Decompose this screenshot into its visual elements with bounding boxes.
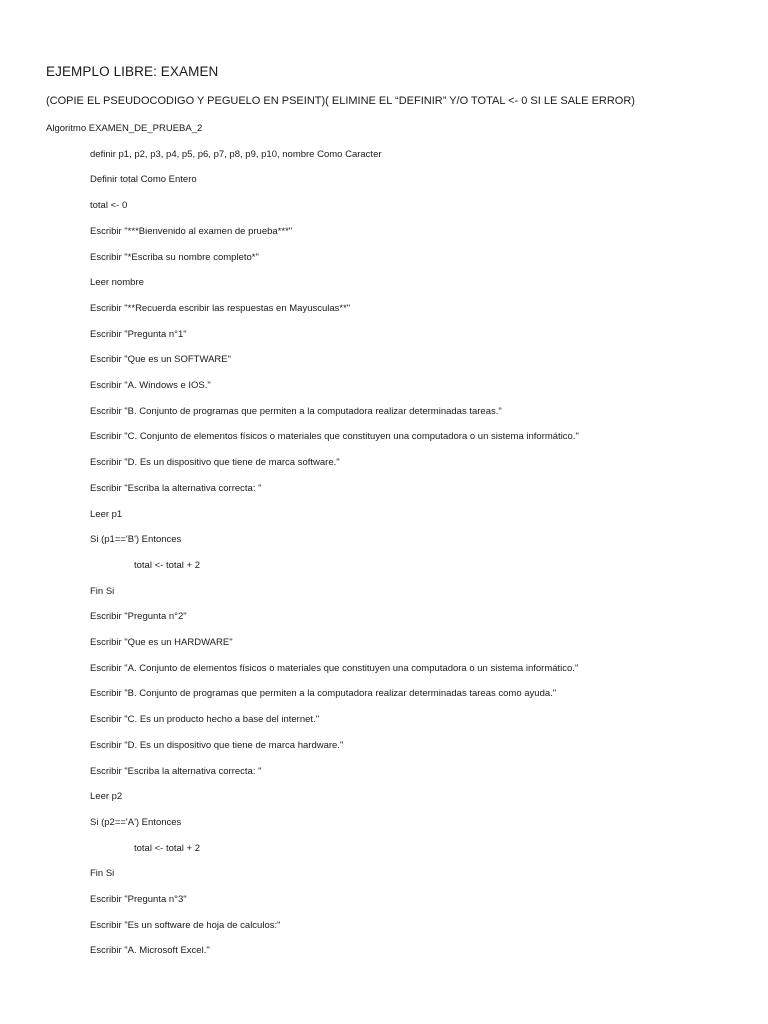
code-line: Escribir "D. Es un dispositivo que tiene de marca hardware." (90, 739, 344, 751)
code-line: Escribir "Pregunta n°1" (90, 328, 187, 340)
code-line: Fin Si (90, 868, 115, 880)
code-line: Escribir "A. Microsoft Excel." (90, 945, 210, 957)
code-line: Escribir "Es un software de hoja de calculos:" (90, 919, 281, 931)
document-title: EJEMPLO LIBRE: EXAMEN (46, 64, 219, 79)
code-line: Escribir "A. Windows e IOS." (90, 380, 211, 391)
code-line: Escribir "B. Conjunto de programas que permiten a la computadora realizar determinadas tareas como ayuda." (90, 688, 557, 700)
code-line: Escribir "C. Conjunto de elementos físicos o materiales que constituyen una computadora o un sistema informático." (90, 431, 579, 443)
code-line: Definir total Como Entero (90, 174, 197, 186)
code-line: Leer p2 (90, 791, 123, 803)
code-line: Escribir "Pregunta n°2" (90, 611, 187, 623)
code-line: Leer p1 (90, 508, 123, 520)
code-line: Escribir "B. Conjunto de programas que permiten a la computadora realizar determinadas tareas." (90, 405, 502, 417)
code-line: total <- total + 2 (134, 842, 201, 854)
code-line: total <- total + 2 (134, 559, 201, 571)
code-line: Escribir "*Escriba su nombre completo*" (90, 251, 259, 263)
code-line: Escribir "C. Es un producto hecho a base del internet." (90, 714, 320, 726)
code-line: Escribir "**Recuerda escribir las respuestas en Mayusculas**" (90, 302, 351, 314)
code-line: Si (p2=='A') Entonces (90, 816, 182, 828)
code-line: Algoritmo EXAMEN_DE_PRUEBA_2 (46, 123, 203, 134)
code-line: Escribir "***Bienvenido al examen de prueba***" (90, 225, 293, 237)
code-line: Escribir "Escriba la alternativa correcta: " (90, 482, 262, 494)
code-line: Escribir "Que es un HARDWARE" (90, 637, 233, 648)
code-line: Escribir "D. Es un dispositivo que tiene de marca software." (90, 457, 340, 469)
code-line: definir p1, p2, p3, p4, p5, p6, p7, p8, p9, p10, nombre Como Caracter (90, 148, 382, 160)
code-line: Escribir "Que es un SOFTWARE" (90, 354, 232, 366)
code-line: Leer nombre (90, 277, 144, 289)
code-line: total <- 0 (90, 200, 128, 212)
document-subtitle: (COPIE EL PSEUDOCODIGO Y PEGUELO EN PSEINT)( ELIMINE EL “DEFINIR” Y/O TOTAL <- 0 SI LE SALE ERROR) (46, 95, 635, 107)
code-line: Fin Si (90, 585, 115, 597)
code-line: Si (p1=='B') Entonces (90, 534, 182, 546)
code-line: Escribir "A. Conjunto de elementos físicos o materiales que constituyen una computadora o un sistema informático." (90, 662, 579, 674)
code-line: Escribir "Pregunta n°3" (90, 894, 187, 905)
code-line: Escribir "Escriba la alternativa correcta: " (90, 765, 262, 777)
